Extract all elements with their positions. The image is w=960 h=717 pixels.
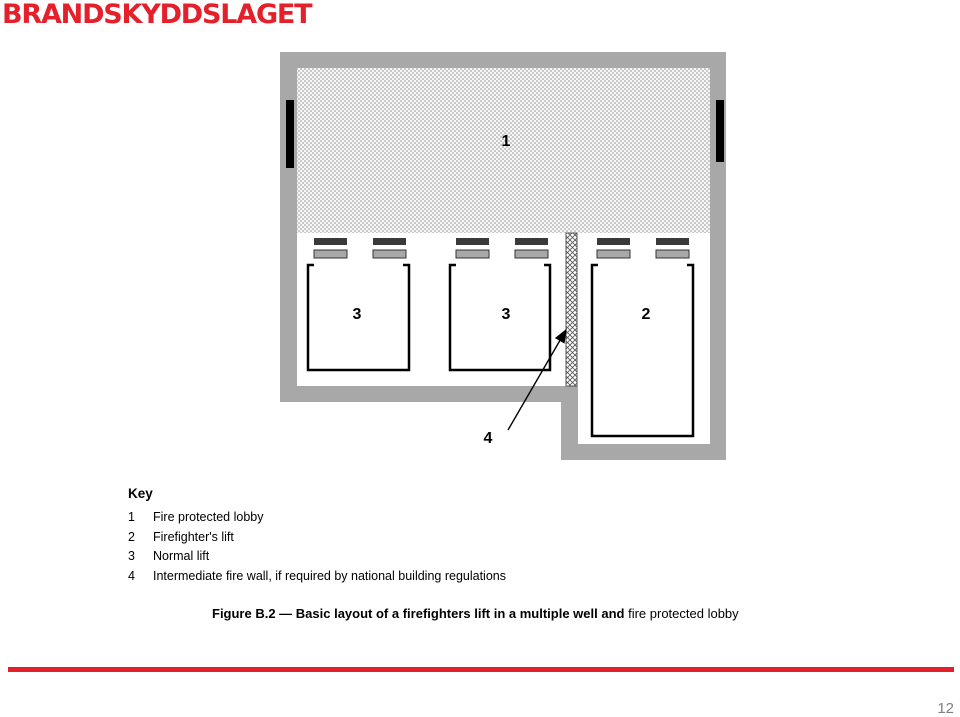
key-item-text: Fire protected lobby	[153, 510, 264, 524]
figure-caption	[212, 606, 739, 621]
key-legend	[128, 486, 506, 586]
caption-normal: fire protected lobby	[628, 606, 739, 621]
label-lobby: 1	[501, 133, 511, 150]
key-item	[128, 547, 506, 567]
key-item-text: Intermediate fire wall, if required by national building regulations	[153, 568, 506, 583]
caption-bold: Figure B.2 — Basic layout of a firefighters lift in a multiple well and	[212, 606, 625, 621]
label-normal-lift-a: 3	[352, 306, 362, 323]
window-right	[716, 100, 724, 162]
well-divider-wall	[561, 386, 578, 404]
key-item-number: 3	[128, 549, 135, 563]
key-item-number: 2	[128, 529, 135, 544]
lift-cars	[308, 265, 693, 436]
key-item	[128, 567, 506, 587]
intermediate-fire-wall	[566, 233, 577, 386]
normal-lift-car-b	[450, 265, 550, 370]
footer-red-bar	[8, 667, 954, 672]
brand-logo: BRANDSKYDDSLAGET	[2, 0, 312, 30]
page-number: 12	[937, 700, 954, 717]
label-fire-wall: 4	[483, 430, 493, 447]
window-left	[286, 100, 294, 168]
key-item-number: 1	[128, 510, 135, 524]
fire-protected-lobby	[297, 68, 710, 234]
label-normal-lift-b: 3	[501, 306, 511, 323]
key-item-number: 4	[128, 568, 135, 583]
key-item	[128, 508, 506, 528]
key-item	[128, 528, 506, 548]
key-item-text: Firefighter's lift	[153, 529, 234, 544]
label-firefighters-lift: 2	[641, 306, 651, 323]
firefighters-lift-car	[592, 265, 693, 436]
key-item-text: Normal lift	[153, 549, 210, 563]
key-title: Key	[128, 486, 153, 501]
lobby-wall-openings	[325, 215, 676, 235]
